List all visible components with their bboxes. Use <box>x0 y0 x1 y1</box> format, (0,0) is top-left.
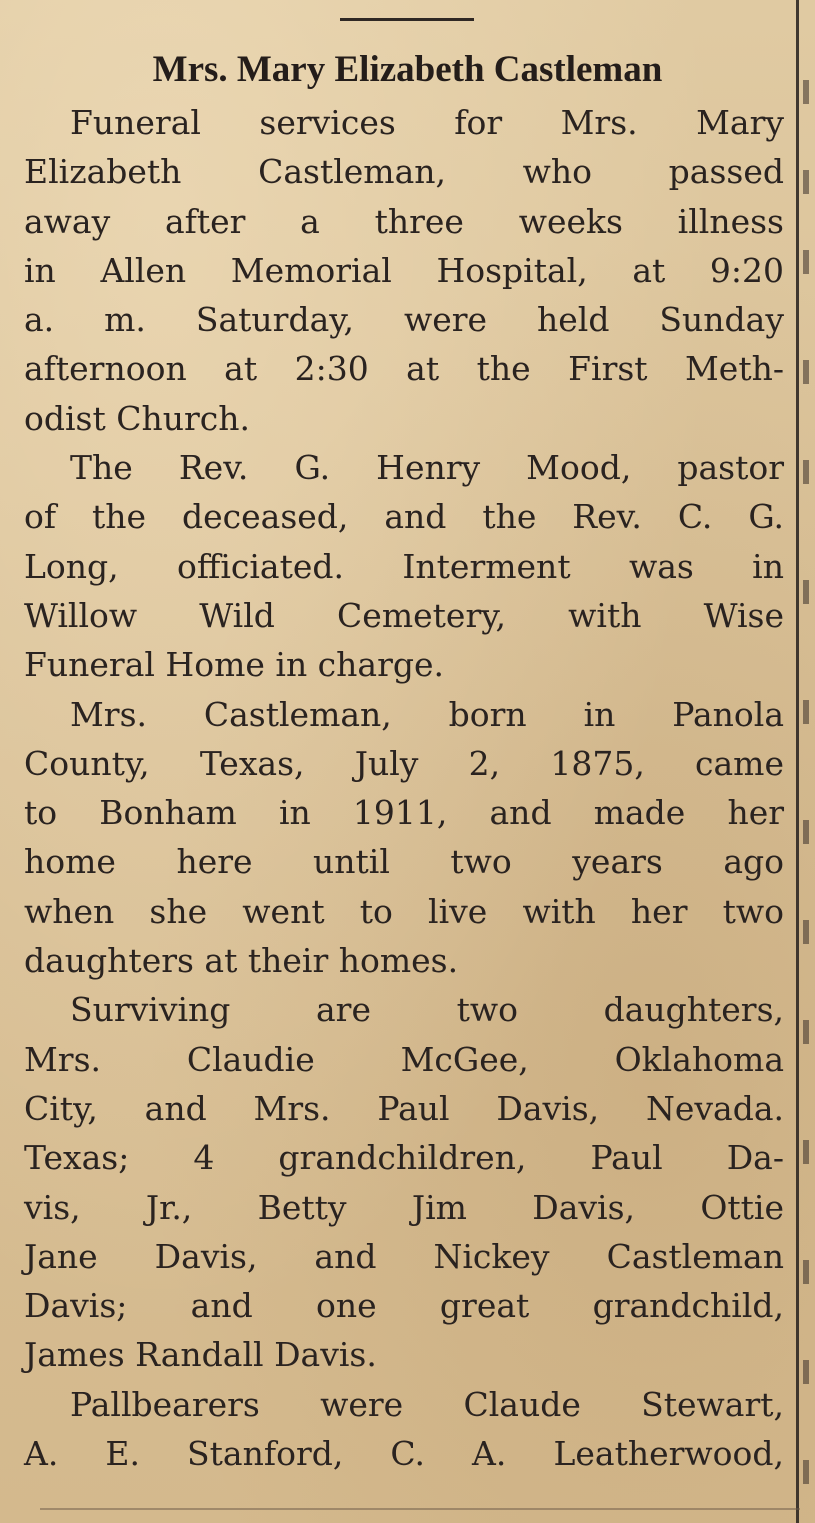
body-line: Surviving are two daughters, <box>70 990 784 1030</box>
body-line: Long, officiated. Interment was in <box>24 546 784 586</box>
obituary-headline: Mrs. Mary Elizabeth Castleman <box>152 49 663 90</box>
obituary-body <box>24 98 784 1478</box>
adjacent-column-fragments <box>803 60 815 1500</box>
body-line: Mrs. Claudie McGee, Oklahoma <box>24 1039 784 1079</box>
body-line: when she went to live with her two <box>24 891 784 931</box>
body-line: A. E. Stanford, C. A. Leatherwood, <box>24 1434 784 1474</box>
body-line: afternoon at 2:30 at the First Meth- <box>24 349 784 389</box>
body-line: Willow Wild Cemetery, with Wise <box>24 595 784 635</box>
body-line: Davis; and one great grandchild, <box>24 1286 784 1326</box>
body-line: to Bonham in 1911, and made her <box>24 793 784 833</box>
body-line: of the deceased, and the Rev. C. G. <box>24 497 784 537</box>
body-line: daughters at their homes. <box>24 941 459 981</box>
body-line: a. m. Saturday, were held Sunday <box>24 300 784 340</box>
body-line: James Randall Davis. <box>24 1335 377 1375</box>
body-line: vis, Jr., Betty Jim Davis, Ottie <box>24 1187 784 1227</box>
body-line: The Rev. G. Henry Mood, pastor <box>70 448 784 488</box>
body-line: Mrs. Castleman, born in Panola <box>70 694 784 734</box>
body-line: away after a three weeks illness <box>24 201 784 241</box>
body-line: home here until two years ago <box>24 842 784 882</box>
body-line: Elizabeth Castleman, who passed <box>24 152 784 192</box>
body-line: County, Texas, July 2, 1875, came <box>24 743 784 783</box>
body-line: in Allen Memorial Hospital, at 9:20 <box>24 250 784 290</box>
column-divider-rule <box>796 0 799 1523</box>
bottom-rule <box>40 1508 800 1510</box>
body-line: Funeral services for Mrs. Mary <box>70 103 784 142</box>
body-line: odist Church. <box>24 398 250 438</box>
top-rule <box>340 18 474 21</box>
body-line: Texas; 4 grandchildren, Paul Da- <box>24 1138 784 1178</box>
body-line: City, and Mrs. Paul Davis, Nevada. <box>24 1088 784 1128</box>
body-line: Funeral Home in charge. <box>24 645 445 685</box>
body-line: Jane Davis, and Nickey Castleman <box>24 1236 784 1276</box>
body-line: Pallbearers were Claude Stewart, <box>70 1384 784 1424</box>
